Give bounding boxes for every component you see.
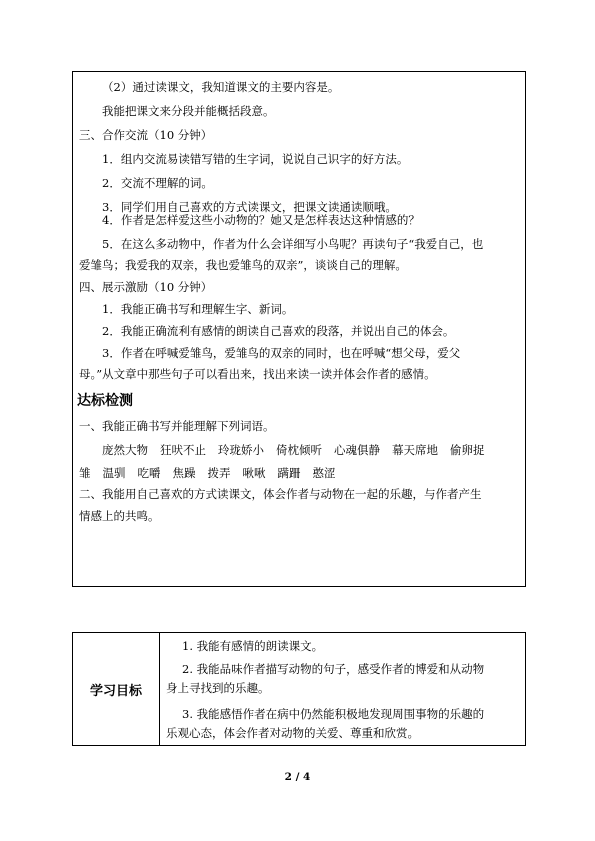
section-heading: 四、展示激励（10 分钟） <box>79 280 213 294</box>
vocab-word: 啾啾 <box>242 466 266 480</box>
text-line: 3．同学们用自己喜欢的方式读课文，把课文读通读顺哦。 <box>102 200 397 214</box>
vocabulary-row <box>102 442 485 458</box>
goal-item: 身上寻找到的乐趣。 <box>166 681 270 695</box>
text-line: 一、我能正确书写并能理解下列词语。 <box>79 419 275 433</box>
vocab-word: 温驯 <box>102 466 126 480</box>
vocab-word: 心魂俱静 <box>334 443 380 457</box>
text-line: 2．我能正确流利有感情的朗读自己喜欢的段落，并说出自己的体会。 <box>102 324 455 338</box>
vocab-word: 庞然大物 <box>102 443 148 457</box>
text-line: 二、我能用自己喜欢的方式读课文，体会作者与动物在一起的乐趣，与作者产生 <box>79 487 482 501</box>
vocab-word: 焦躁 <box>172 466 196 480</box>
text-line: 2．交流不理解的词。 <box>102 176 213 190</box>
section-heading: 三、合作交流（10 分钟） <box>79 128 213 142</box>
page-number: 2 / 4 <box>284 771 311 783</box>
text-line: 1．组内交流易读错写错的生字词，说说自己识字的好方法。 <box>102 152 409 166</box>
goal-item: 1. 我能有感情的朗读课文。 <box>182 639 324 653</box>
text-line: 爱雏鸟；我爱我的双亲，我也爱雏鸟的双亲”，谈谈自己的理解。 <box>79 258 407 272</box>
text-line: 情感上的共鸣。 <box>79 509 160 523</box>
vocab-word: 幕天席地 <box>392 443 438 457</box>
vocab-word: 雏 <box>79 466 91 480</box>
vocab-word: 狂吠不止 <box>160 443 206 457</box>
vocab-word: 憨涩 <box>312 466 336 480</box>
text-line: （2）通过读课文，我知道课文的主要内容是。 <box>102 80 340 94</box>
goal-item: 3. 我能感悟作者在病中仍然能积极地发现周围事物的乐趣的 <box>182 707 485 721</box>
vocabulary-row <box>79 465 348 481</box>
goal-item: 2. 我能品味作者描写动物的句子，感受作者的博爱和从动物 <box>182 662 485 676</box>
text-line: 4．作者是怎样爱这些小动物的？她又是怎样表达这种情感的？ <box>102 213 420 227</box>
text-line: 5．在这么多动物中，作者为什么会详细写小鸟呢？再读句子“我爱自己，也 <box>102 237 484 251</box>
goals-list <box>160 633 526 746</box>
goal-item: 乐观心态，体会作者对动物的关爱、尊重和欣赏。 <box>166 726 419 740</box>
vocab-word: 蹒跚 <box>277 466 301 480</box>
text-line: 我能把课文来分段并能概括段意。 <box>102 104 275 118</box>
learning-goals-table <box>72 632 526 746</box>
vocab-word: 偷卵捉 <box>450 443 485 457</box>
vocab-word: 玲珑娇小 <box>218 443 264 457</box>
section-title: 达标检测 <box>77 393 133 409</box>
goals-label: 学习目标 <box>73 633 160 746</box>
text-line: 1．我能正确书写和理解生字、新词。 <box>102 302 294 316</box>
vocab-word: 拨弄 <box>207 466 231 480</box>
text-line: 母。”从文章中那些句子可以看出来，找出来读一读并体会作者的感情。 <box>79 367 436 381</box>
text-line: 3．作者在呼喊爱雏鸟，爱雏鸟的双亲的同时，也在呼喊“想父母，爱父 <box>102 346 461 360</box>
vocab-word: 倚枕倾听 <box>276 443 322 457</box>
vocab-word: 吃嚼 <box>137 466 161 480</box>
